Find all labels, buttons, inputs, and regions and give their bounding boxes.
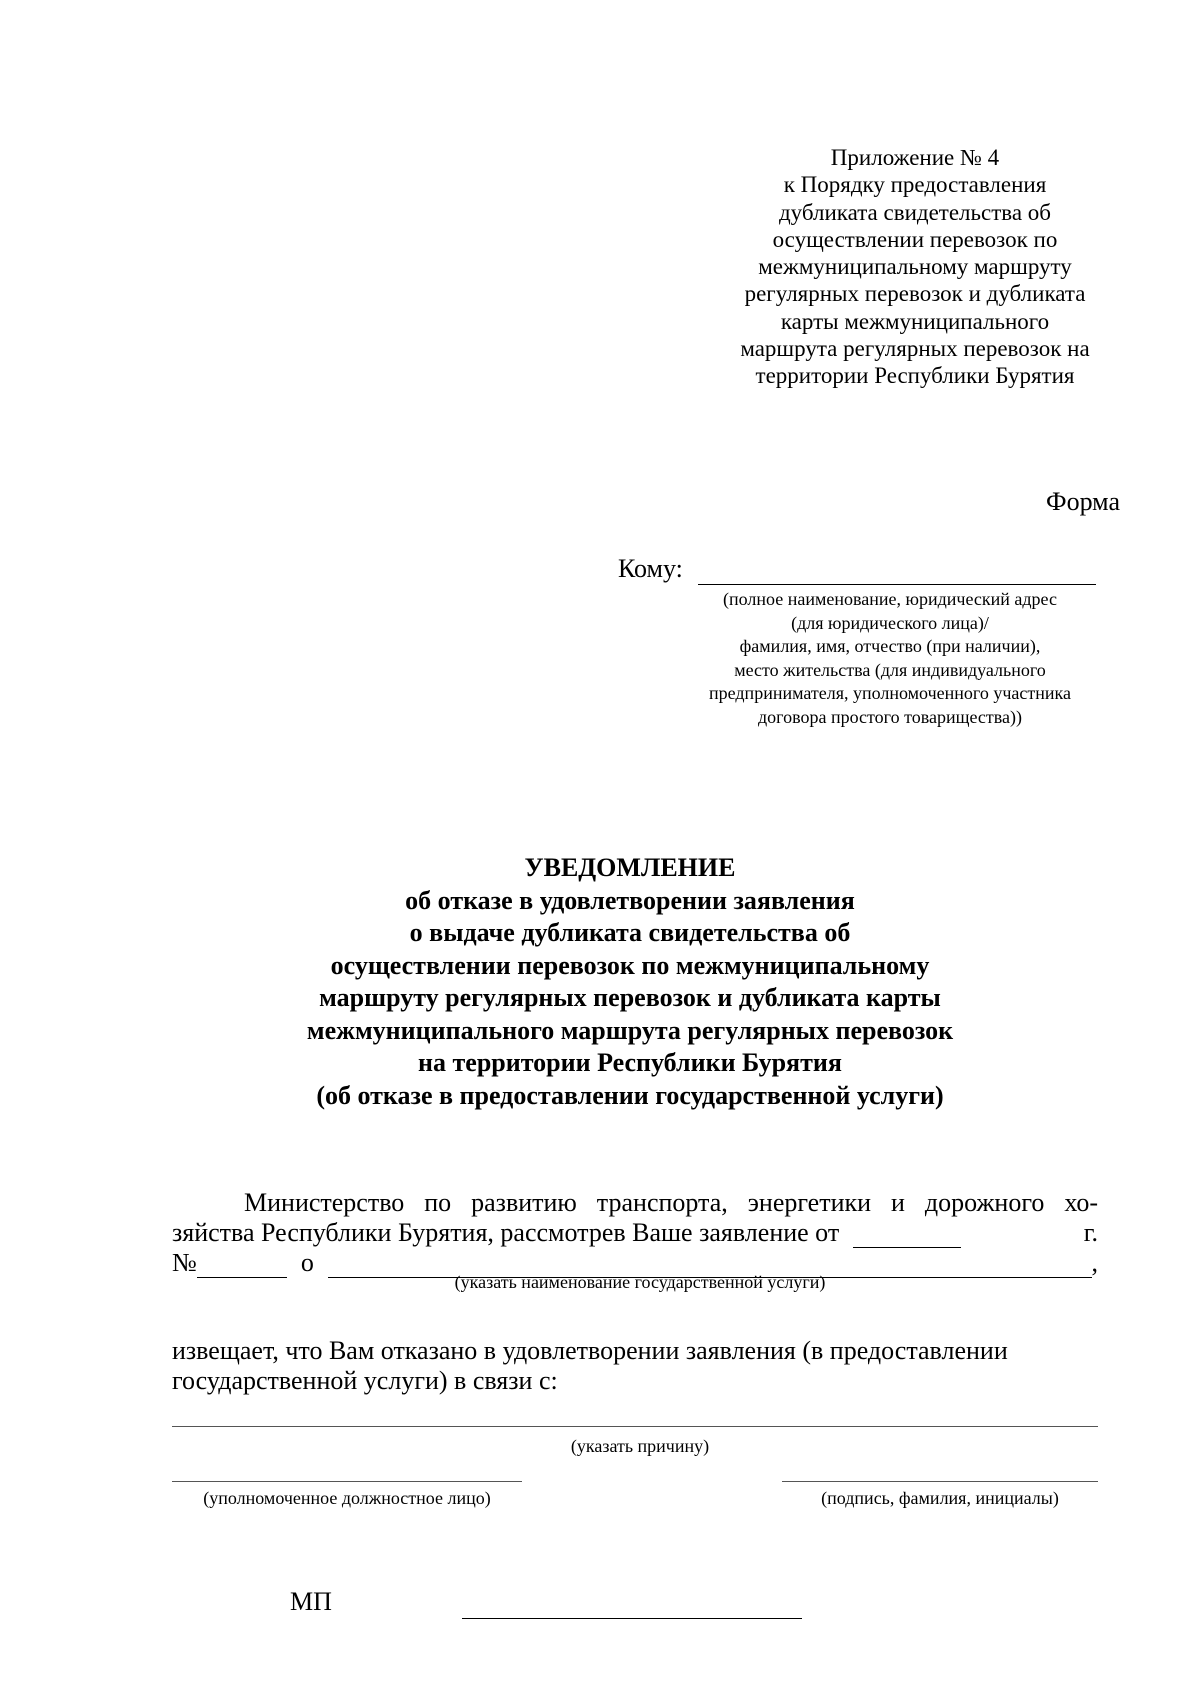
- year-abbrev: г.: [1083, 1218, 1098, 1247]
- body-line-2: [172, 1218, 1098, 1248]
- notice-title-line: об отказе в удовлетворении заявления: [405, 885, 855, 915]
- body-para2-line-2: государственной услуги) в связи с:: [172, 1366, 558, 1395]
- signature-note: (подпись, фамилия, инициалы): [821, 1488, 1059, 1508]
- recipient-note-line: предпринимателя, уполномоченного участника: [709, 683, 1071, 703]
- application-number-field[interactable]: [197, 1253, 287, 1278]
- reason-field-line[interactable]: [172, 1426, 1098, 1427]
- reason-note: (указать причину): [570, 1436, 710, 1456]
- appendix-line: карты межмуниципального: [780, 308, 1050, 334]
- notice-title-line: о выдаче дубликата свидетельства об: [409, 918, 851, 947]
- notice-title-line: УВЕДОМЛЕНИЕ: [524, 853, 736, 882]
- recipient-note-line: фамилия, имя, отчество (при наличии),: [739, 636, 1041, 656]
- body-line-1: Министерство по развитию транспорта, энергетики и дорожного хо-: [244, 1188, 1098, 1217]
- appendix-line: к Порядку предоставления: [783, 172, 1047, 198]
- appendix-line: Приложение № 4: [830, 145, 1000, 170]
- official-field-line[interactable]: [172, 1481, 522, 1482]
- notice-title-line: осуществлении перевозок по межмуниципальному: [330, 950, 930, 980]
- appendix-line: маршрута регулярных перевозок на: [740, 336, 1090, 362]
- body-para2-line-1: извещает, что Вам отказано в удовлетворении заявления (в предоставлении: [172, 1336, 1008, 1365]
- appendix-line: осуществлении перевозок по: [772, 226, 1058, 252]
- notice-title-line: межмуниципального маршрута регулярных перевозок: [306, 1015, 954, 1045]
- comma: ,: [1091, 1248, 1098, 1277]
- recipient-note: [660, 588, 1120, 729]
- notice-title-line: маршруту регулярных перевозок и дубликата карты: [319, 983, 941, 1012]
- official-note: (уполномоченное должностное лицо): [203, 1488, 491, 1508]
- stamp-place: МП: [290, 1587, 332, 1616]
- number-sign: №: [172, 1248, 197, 1277]
- notice-title-line: (об отказе в предоставлении государственной услуги): [316, 1080, 944, 1110]
- recipient-note-line: (полное наименование, юридический адрес: [723, 589, 1057, 609]
- appendix-header: [695, 144, 1135, 390]
- body-paragraph-1: [172, 1188, 1098, 1278]
- appendix-line: межмуниципальному маршруту: [758, 254, 1072, 280]
- bottom-line: [462, 1618, 802, 1619]
- recipient-field-line[interactable]: [698, 584, 1096, 585]
- service-name-note: (указать наименование государственной услуги): [454, 1272, 826, 1292]
- notice-title-line: на территории Республики Бурятия: [418, 1048, 842, 1077]
- body-paragraph-2: [172, 1336, 1098, 1396]
- appendix-line: дубликата свидетельства об: [778, 199, 1052, 225]
- recipient-note-line: (для юридического лица)/: [791, 612, 989, 633]
- recipient-label: Кому:: [618, 554, 683, 583]
- recipient-note-line: место жительства (для индивидуального: [734, 659, 1046, 680]
- signature-field-line[interactable]: [782, 1481, 1098, 1482]
- appendix-line: регулярных перевозок и дубликата: [744, 281, 1086, 307]
- recipient-note-line: договора простого товарищества)): [758, 706, 1022, 727]
- notice-title: [200, 852, 1060, 1112]
- preposition-o: о: [300, 1248, 314, 1277]
- application-date-field[interactable]: [853, 1223, 961, 1248]
- appendix-line: территории Республики Бурятия: [755, 363, 1075, 389]
- body-line-2-text: зяйства Республики Бурятия, рассмотрев Ваше заявление от: [172, 1218, 840, 1247]
- form-label: Форма: [1046, 487, 1120, 516]
